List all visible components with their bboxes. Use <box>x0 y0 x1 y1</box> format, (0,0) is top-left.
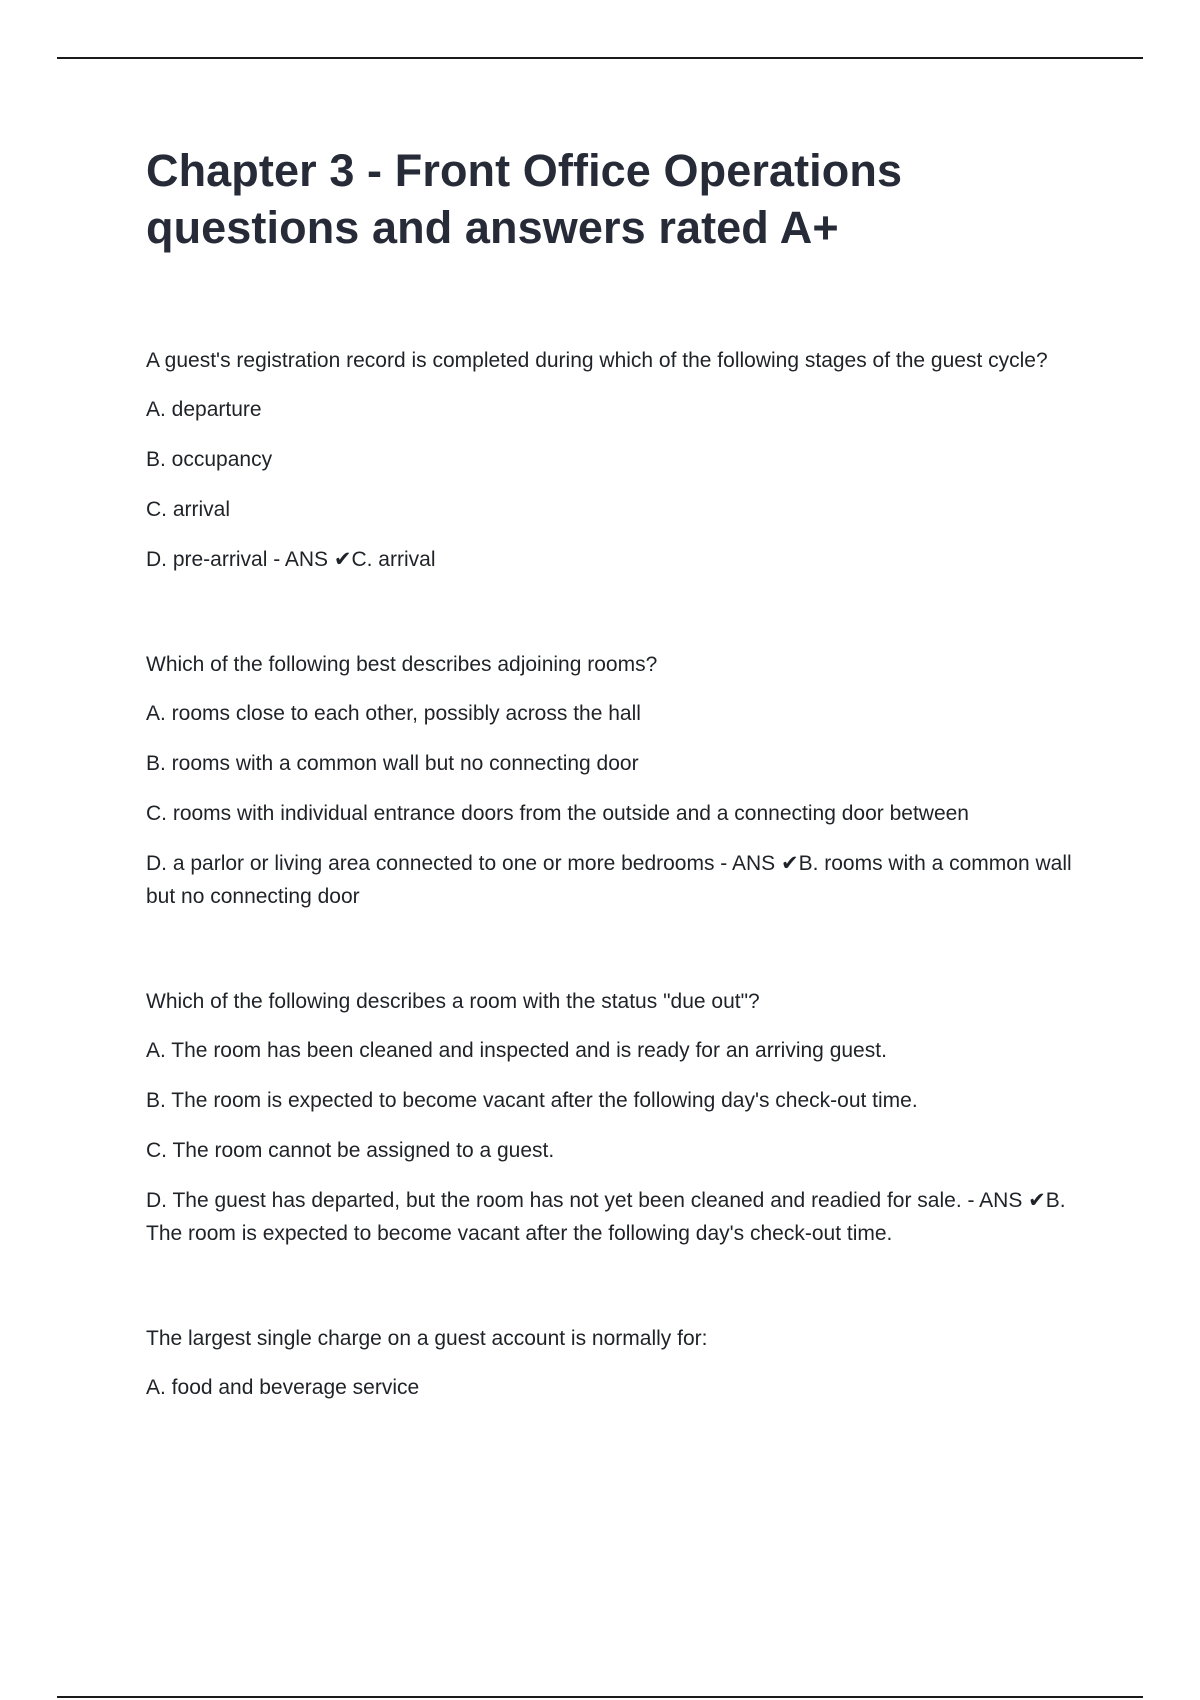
question-block <box>146 985 1096 1250</box>
answer-option: A. The room has been cleaned and inspected and is ready for an arriving guest. <box>146 1039 887 1062</box>
question-block <box>146 1322 1096 1404</box>
answer-option: B. occupancy <box>146 448 273 471</box>
answer-option: B. rooms with a common wall but no connecting door <box>146 752 639 775</box>
answer-option: A. departure <box>146 398 262 421</box>
document-body <box>146 142 1096 1404</box>
bottom-rule <box>57 1696 1143 1698</box>
answer-option: A. food and beverage service <box>146 1376 420 1399</box>
question-text: The largest single charge on a guest account is normally for: <box>146 1327 708 1350</box>
answer-option-with-answer: D. pre-arrival - ANS ✔C. arrival <box>146 548 436 571</box>
answer-option: A. rooms close to each other, possibly across the hall <box>146 702 641 725</box>
answer-option: B. The room is expected to become vacant after the following day's check-out time. <box>146 1089 918 1112</box>
question-block <box>146 344 1096 576</box>
question-text: Which of the following describes a room with the status "due out"? <box>146 990 760 1013</box>
top-rule <box>57 57 1143 59</box>
answer-option: C. rooms with individual entrance doors from the outside and a connecting door between <box>146 802 969 825</box>
document-title: Chapter 3 - Front Office Operations questions and answers rated A+ <box>146 145 903 253</box>
answer-option-with-answer: D. a parlor or living area connected to one or more bedrooms - ANS ✔B. rooms with a common wall but no connecting door <box>146 852 1072 908</box>
answer-option: C. The room cannot be assigned to a guest. <box>146 1139 555 1162</box>
question-text: Which of the following best describes adjoining rooms? <box>146 653 658 676</box>
question-block <box>146 648 1096 913</box>
answer-option-with-answer: D. The guest has departed, but the room has not yet been cleaned and readied for sale. - ANS ✔B. The room is expected to become vacant after the following day's check-out time. <box>146 1189 1066 1245</box>
answer-option: C. arrival <box>146 498 231 521</box>
question-text: A guest's registration record is completed during which of the following stages of the guest cycle? <box>146 349 1048 372</box>
